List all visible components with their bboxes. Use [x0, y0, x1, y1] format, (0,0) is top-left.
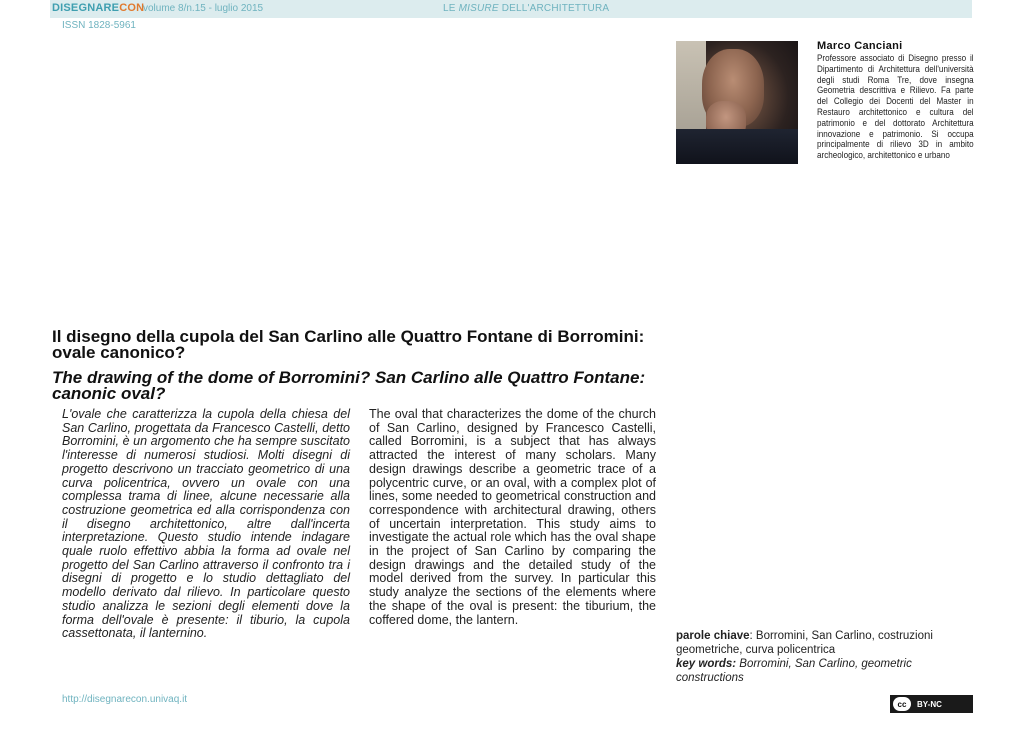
abstract-english: The oval that characterizes the dome of the church of San Carlino, designed by Francesco Castelli, called Borromini, is a subject that has always attracted the interest of many scholars. Many design drawings describe a geometric trace of a polycentric curve, or an oval, with a complex plot of lines, some needed to geometrical construction and correspondence with architectural drawing, others of uncertain interpretation. This study aims to investigate the actual role which has the oval shape in the project of San Carlino by comparing the design drawings and the detailed study of the model derived from the survey. In particular this study analyze the sections of the elements where the shape of the oval is present: the tiburium, the coffered dome, the lantern.: [369, 407, 656, 627]
author-bio: Professore associato di Disegno presso il Dipartimento di Architettura dell'università degli studi Roma Tre, dove insegna Geometria descrittiva e Rilievo. Fa parte del Collegio dei Docenti del Master in Restauro architettonico e cultura del patrimonio e del dottorato Architettura innovazione e patrimonio. Si occupa principalmente di rilievo 3D in ambito archeologico, architettonico e urbano: [817, 53, 974, 161]
journal-brand: [52, 2, 144, 14]
keywords-italian-values: : Borromini, San Carlino, costruzioni geometriche, curva policentrica: [676, 630, 933, 656]
issn: ISSN 1828-5961: [62, 20, 136, 31]
cc-icon: cc: [893, 697, 911, 711]
cc-license-badge[interactable]: [890, 695, 973, 713]
article-title-italian: Il disegno della cupola del San Carlino alle Quattro Fontane di Borromini: ovale canonico?: [52, 327, 645, 362]
running-title-suffix: DELL'ARCHITETTURA: [498, 3, 610, 14]
journal-url-link[interactable]: http://disegnarecon.univaq.it: [62, 694, 188, 705]
author-portrait: [676, 41, 798, 164]
license-label: BY-NC: [917, 699, 942, 709]
keywords-english-values: Borromini, San Carlino, geometric constructions: [676, 658, 912, 684]
keywords-block: [676, 629, 956, 685]
brand-part-2: CON: [119, 2, 145, 14]
author-name: Marco Canciani: [817, 40, 903, 52]
keywords-italian-label: parole chiave: [676, 630, 750, 642]
brand-part-1: DISEGNARE: [52, 2, 120, 14]
keywords-italian: [676, 629, 956, 657]
running-title-prefix: LE: [443, 3, 459, 14]
running-title: [443, 3, 609, 14]
running-title-emphasis: MISURE: [458, 3, 499, 14]
keywords-english: [676, 657, 956, 685]
article-title-english: The drawing of the dome of Borromini? San Carlino alle Quattro Fontane: canonic oval?: [52, 368, 646, 403]
keywords-english-label: key words:: [676, 658, 737, 670]
abstract-italian: L'ovale che caratterizza la cupola della chiesa del San Carlino, progettata da Francesco Castelli, detto Borromini, è un argomento che ha sempre suscitato l'interesse di numerosi studiosi. Molti disegni di progetto descrivono un tracciato geometrico di una curva policentrica, ovvero un ovale con una complessa trama di linee, alcune necessarie alla costruzione geometrica ed alla corrispondenza con il disegno architettonico, altre dall'incerta interpretazione. Questo studio intende indagare quale ruolo effettivo abbia la forma ad ovale nel progetto del San Carlino attraverso il confronto tra i disegni di progetto e lo studio dettagliato del modello derivato dal rilievo. In particolare questo studio analizza le sezioni degli elementi dove la forma dell'ovale è presente: il tiburio, la cupola cassettonata, il lanternino.: [62, 407, 350, 641]
volume-info: volume 8/n.15 - luglio 2015: [143, 3, 264, 14]
